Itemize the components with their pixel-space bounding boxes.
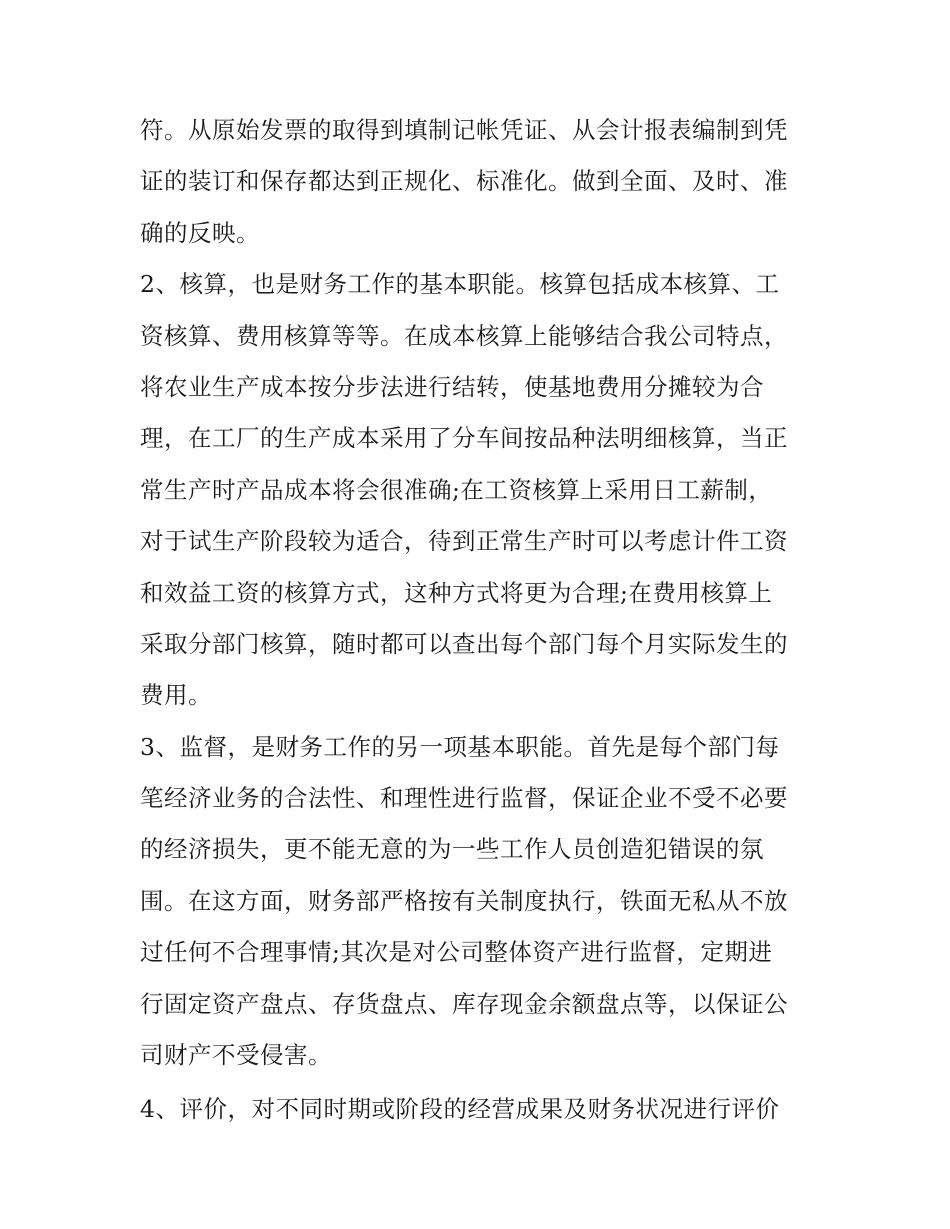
text-line: 费用。 — [140, 681, 212, 710]
text-line: 笔经济业务的合法性、和理性进行监督，保证企业不受不必要 — [140, 784, 788, 813]
text-line: 资核算、费用核算等等。在成本核算上能够结合我公司特点， — [140, 321, 788, 350]
text-line: 证的装订和保存都达到正规化、标准化。做到全面、及时、准 — [140, 167, 788, 196]
text-line: 司财产不受侵害。 — [140, 1041, 332, 1070]
text-line: 确的反映。 — [140, 218, 260, 247]
text-line: 将农业生产成本按分步法进行结转，使基地费用分摊较为合 — [140, 372, 764, 401]
text-line: 常生产时产品成本将会很准确;在工资核算上采用日工薪制， — [140, 475, 773, 504]
text-line: 过任何不合理事情;其次是对公司整体资产进行监督，定期进 — [140, 938, 773, 967]
paragraph-3-start: 3、监督，是财务工作的另一项基本职能。首先是每个部门每 — [140, 732, 780, 761]
text-line: 围。在这方面，财务部严格按有关制度执行，铁面无私从不放 — [140, 886, 788, 915]
text-line: 的经济损失，更不能无意的为一些工作人员创造犯错误的氛 — [140, 835, 764, 864]
document-body — [140, 105, 815, 1136]
text-line: 行固定资产盘点、存货盘点、库存现金余额盘点等，以保证公 — [140, 989, 788, 1018]
paragraph-4-start: 4、评价，对不同时期或阶段的经营成果及财务状况进行评价 — [140, 1095, 780, 1124]
text-line: 和效益工资的核算方式，这种方式将更为合理;在费用核算上 — [140, 578, 773, 607]
text-line: 符。从原始发票的取得到填制记帐凭证、从会计报表编制到凭 — [140, 116, 788, 144]
text-line: 对于试生产阶段较为适合，待到正常生产时可以考虑计件工资 — [140, 527, 788, 556]
paragraph-2-start: 2、核算，也是财务工作的基本职能。核算包括成本核算、工 — [140, 270, 780, 299]
text-line: 采取分部门核算，随时都可以查出每个部门每个月实际发生的 — [140, 629, 788, 658]
text-line: 理，在工厂的生产成本采用了分车间按品种法明细核算，当正 — [140, 424, 788, 453]
